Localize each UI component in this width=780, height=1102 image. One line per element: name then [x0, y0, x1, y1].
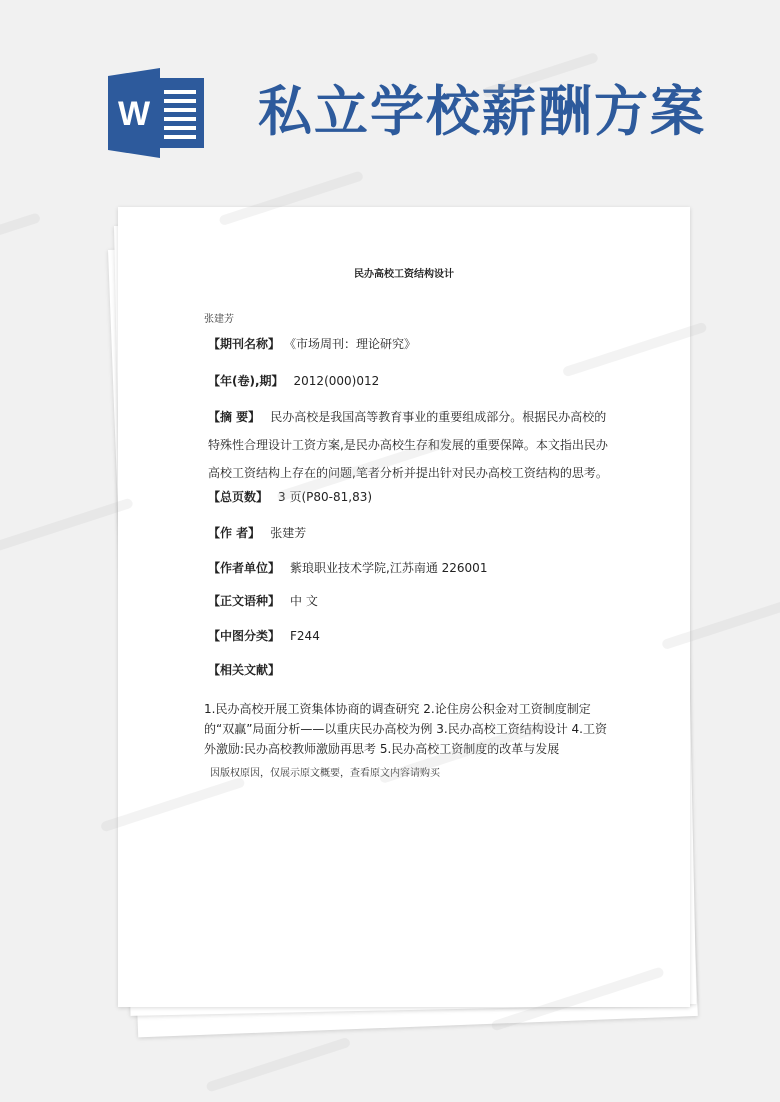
- document-title: 民办高校工资结构设计: [354, 269, 454, 280]
- word-logo-icon: [108, 68, 212, 158]
- field-value: 民办高校是我国高等教育事业的重要组成部分。根据民办高校的特殊性合理设计工资方案,是民办高校生存和发展的重要保障。本文指出民办高校工资结构上存在的问题,笔者分析并提出针对民办高校工资结构的思考。: [208, 410, 608, 480]
- field-value: 张建芳: [270, 526, 307, 540]
- copyright-notice: 因版权原因，仅展示原文概要，查看原文内容请购买: [210, 768, 440, 779]
- paper-sheet-front: [118, 207, 690, 1007]
- field-label: 【作者单位】: [208, 561, 281, 575]
- field-abstract: [208, 403, 608, 487]
- field-label: 【年(卷),期】: [208, 374, 284, 388]
- field-references-heading: [208, 655, 608, 685]
- field-value: F244: [290, 629, 320, 643]
- document-author: 张建芳: [204, 314, 234, 325]
- field-value: 紫琅职业技术学院,江苏南通 226001: [290, 561, 488, 575]
- field-label: 【期刊名称】: [208, 337, 281, 351]
- field-language: [208, 586, 608, 616]
- document-body: [118, 207, 690, 1007]
- word-logo-letter: W: [117, 95, 151, 133]
- field-year: [208, 366, 608, 396]
- field-label: 【总页数】: [208, 490, 269, 504]
- field-journal: [208, 329, 608, 359]
- field-label: 【正文语种】: [208, 594, 281, 608]
- page-title: 私立学校薪酬方案: [258, 79, 706, 143]
- field-label: 【相关文献】: [208, 663, 281, 677]
- field-label: 【中图分类】: [208, 629, 281, 643]
- references-list: 1.民办高校开展工资集体协商的调查研究 2.论住房公积金对工资制度制定的“双赢”局面分析——以重庆民办高校为例 3.民办高校工资结构设计 4.工资外激励:民办高校教师激励再思考 5.民办高校工资制度的改革与发展: [204, 702, 607, 756]
- field-label: 【作 者】: [208, 526, 261, 540]
- field-label: 【摘 要】: [208, 410, 261, 424]
- field-value: 2012(000)012: [293, 374, 380, 388]
- field-classification: [208, 621, 608, 651]
- field-value: 3 页(P80-81,83): [278, 490, 373, 504]
- field-affiliation: [208, 553, 608, 583]
- field-value: 中 文: [290, 594, 318, 608]
- header-banner: [0, 0, 780, 200]
- field-value: 《市场周刊：理论研究》: [290, 337, 417, 351]
- field-pages: [208, 482, 608, 512]
- field-authors: [208, 518, 608, 548]
